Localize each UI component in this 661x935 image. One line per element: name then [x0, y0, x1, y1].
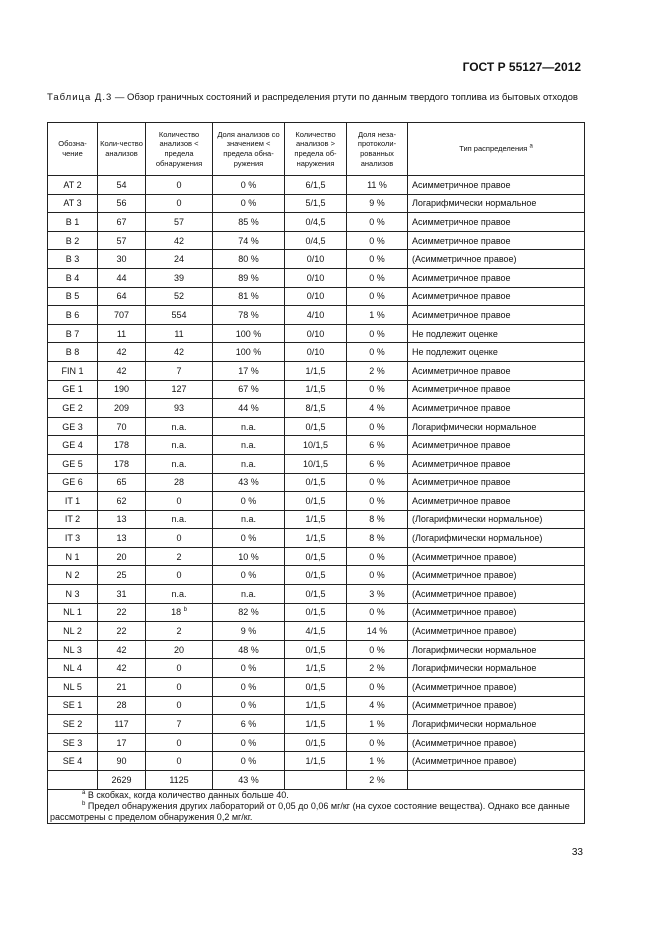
- cell-below-limit-count: 0: [146, 492, 213, 511]
- footnote-a: $^a$ В скобках, когда количество данных больше 40.: [82, 789, 289, 800]
- cell-analyses-count: 31: [98, 585, 146, 604]
- table-row: [48, 380, 585, 399]
- cell-designation: SE 1: [48, 696, 98, 715]
- cell-distribution-type: Не подлежит оценке: [408, 324, 585, 343]
- cell-above-limit: 10/1,5: [285, 454, 347, 473]
- column-header: Доля анализов со значением < предела обна-ружения: [213, 123, 285, 176]
- cell-above-limit: 0/1,5: [285, 640, 347, 659]
- total-below-limit-count: 1125: [146, 771, 213, 790]
- total-below-limit-share: 43 %: [213, 771, 285, 790]
- cell-below-limit-share: 0 %: [213, 733, 285, 752]
- cell-distribution-type: Не подлежит оценке: [408, 343, 585, 362]
- column-header: Доля неза-протоколи-рованных анализов: [347, 123, 408, 176]
- cell-above-limit: 1/1,5: [285, 380, 347, 399]
- cell-above-limit: 0/10: [285, 250, 347, 269]
- cell-analyses-count: 42: [98, 361, 146, 380]
- cell-unreported-share: 1 %: [347, 306, 408, 325]
- cell-below-limit-count: 554: [146, 306, 213, 325]
- table-row: [48, 436, 585, 455]
- cell-designation: B 3: [48, 250, 98, 269]
- cell-above-limit: 1/1,5: [285, 696, 347, 715]
- cell-distribution-type: (Асимметричное правое): [408, 696, 585, 715]
- footnote-b: $^b$ Предел обнаружения других лабораторий от 0,05 до 0,06 мг/кг (на сухое состояние вещества). Однако все данные рассмотрены с пределом обнаружения 0,2 мг/кг.: [50, 800, 570, 822]
- cell-unreported-share: 0 %: [347, 250, 408, 269]
- cell-unreported-share: 0 %: [347, 603, 408, 622]
- cell-unreported-share: 0 %: [347, 473, 408, 492]
- cell-below-limit-share: 0 %: [213, 752, 285, 771]
- cell-below-limit-share: n.a.: [213, 436, 285, 455]
- cell-below-limit-count: n.a.: [146, 436, 213, 455]
- cell-designation: SE 4: [48, 752, 98, 771]
- cell-below-limit-count: 57: [146, 213, 213, 232]
- cell-below-limit-count: 0: [146, 529, 213, 548]
- table-row: [48, 678, 585, 697]
- table-row: [48, 361, 585, 380]
- cell-below-limit-count: 0: [146, 696, 213, 715]
- cell-designation: N 3: [48, 585, 98, 604]
- cell-unreported-share: 0 %: [347, 343, 408, 362]
- cell-designation: SE 3: [48, 733, 98, 752]
- cell-above-limit: 8/1,5: [285, 399, 347, 418]
- cell-unreported-share: 14 %: [347, 622, 408, 641]
- table-row: [48, 176, 585, 195]
- cell-below-limit-count: 20: [146, 640, 213, 659]
- cell-above-limit: 0/1,5: [285, 473, 347, 492]
- table-row: [48, 529, 585, 548]
- cell-analyses-count: 11: [98, 324, 146, 343]
- table-row: [48, 715, 585, 734]
- cell-unreported-share: 0 %: [347, 566, 408, 585]
- cell-below-limit-share: 0 %: [213, 566, 285, 585]
- table-row: [48, 510, 585, 529]
- cell-distribution-type: (Асимметричное правое): [408, 547, 585, 566]
- cell-designation: FIN 1: [48, 361, 98, 380]
- cell-above-limit: 4/1,5: [285, 622, 347, 641]
- cell-distribution-type: (Асимметричное правое): [408, 566, 585, 585]
- cell-below-limit-share: 0 %: [213, 176, 285, 195]
- cell-below-limit-share: 6 %: [213, 715, 285, 734]
- cell-designation: B 7: [48, 324, 98, 343]
- cell-below-limit-share: 9 %: [213, 622, 285, 641]
- cell-analyses-count: 42: [98, 640, 146, 659]
- table-caption-lead: Таблица Д.3: [47, 92, 113, 103]
- table-caption: [47, 92, 584, 104]
- cell-analyses-count: 178: [98, 436, 146, 455]
- cell-below-limit-count: 0: [146, 678, 213, 697]
- cell-analyses-count: 28: [98, 696, 146, 715]
- cell-below-limit-count: 2: [146, 547, 213, 566]
- page-number: 33: [571, 847, 583, 858]
- cell-below-limit-count: 2: [146, 622, 213, 641]
- table-row: [48, 343, 585, 362]
- cell-distribution-type: Асимметричное правое: [408, 306, 585, 325]
- cell-above-limit: 0/4,5: [285, 231, 347, 250]
- cell-distribution-type: (Асимметричное правое): [408, 585, 585, 604]
- cell-above-limit: 1/1,5: [285, 361, 347, 380]
- cell-below-limit-share: 74 %: [213, 231, 285, 250]
- cell-distribution-type: Логарифмически нормальное: [408, 715, 585, 734]
- cell-unreported-share: 0 %: [347, 492, 408, 511]
- table-row: [48, 622, 585, 641]
- cell-above-limit: 0/10: [285, 287, 347, 306]
- cell-distribution-type: Асимметричное правое: [408, 473, 585, 492]
- table-row: [48, 585, 585, 604]
- cell-distribution-type: (Асимметричное правое): [408, 733, 585, 752]
- cell-distribution-type: Асимметричное правое: [408, 268, 585, 287]
- table-row: [48, 250, 585, 269]
- cell-unreported-share: 0 %: [347, 287, 408, 306]
- cell-unreported-share: 0 %: [347, 678, 408, 697]
- cell-below-limit-share: 78 %: [213, 306, 285, 325]
- column-header-label: Тип распределения: [459, 144, 528, 154]
- cell-below-limit-share: 44 %: [213, 399, 285, 418]
- cell-unreported-share: 0 %: [347, 640, 408, 659]
- table-row: [48, 306, 585, 325]
- cell-distribution-type: Асимметричное правое: [408, 454, 585, 473]
- cell-unreported-share: 4 %: [347, 696, 408, 715]
- cell-designation: NL 5: [48, 678, 98, 697]
- cell-designation: GE 2: [48, 399, 98, 418]
- cell-distribution-type: (Логарифмически нормальное): [408, 510, 585, 529]
- cell-designation: B 4: [48, 268, 98, 287]
- cell-designation: NL 3: [48, 640, 98, 659]
- cell-distribution-type: Асимметричное правое: [408, 492, 585, 511]
- cell-analyses-count: 42: [98, 659, 146, 678]
- cell-analyses-count: 54: [98, 176, 146, 195]
- cell-below-limit-share: 67 %: [213, 380, 285, 399]
- cell-analyses-count: 707: [98, 306, 146, 325]
- cell-below-limit-share: 100 %: [213, 343, 285, 362]
- cell-below-limit-share: 0 %: [213, 194, 285, 213]
- cell-distribution-type: Асимметричное правое: [408, 361, 585, 380]
- cell-distribution-type: Асимметричное правое: [408, 213, 585, 232]
- cell-analyses-count: 209: [98, 399, 146, 418]
- cell-designation: B 5: [48, 287, 98, 306]
- cell-above-limit: 0/1,5: [285, 678, 347, 697]
- cell-designation: NL 1: [48, 603, 98, 622]
- cell-analyses-count: 64: [98, 287, 146, 306]
- cell-below-limit-share: 89 %: [213, 268, 285, 287]
- cell-designation: GE 4: [48, 436, 98, 455]
- cell-below-limit-count: n.a.: [146, 417, 213, 436]
- cell-above-limit: 0/1,5: [285, 547, 347, 566]
- cell-analyses-count: 21: [98, 678, 146, 697]
- cell-below-limit-share: 0 %: [213, 696, 285, 715]
- cell-below-limit-count: 24: [146, 250, 213, 269]
- cell-below-limit-count: 42: [146, 231, 213, 250]
- cell-above-limit: 0/1,5: [285, 603, 347, 622]
- cell-designation: N 2: [48, 566, 98, 585]
- cell-below-limit-share: 43 %: [213, 473, 285, 492]
- table-row: [48, 733, 585, 752]
- cell-designation: N 1: [48, 547, 98, 566]
- cell-unreported-share: 0 %: [347, 380, 408, 399]
- table-row: [48, 287, 585, 306]
- cell-above-limit: 0/10: [285, 268, 347, 287]
- cell-distribution-type: (Асимметричное правое): [408, 752, 585, 771]
- cell-unreported-share: 0 %: [347, 231, 408, 250]
- cell-below-limit-count: 52: [146, 287, 213, 306]
- cell-above-limit: 1/1,5: [285, 510, 347, 529]
- cell-above-limit: 1/1,5: [285, 715, 347, 734]
- cell-designation: B 8: [48, 343, 98, 362]
- cell-distribution-type: Асимметричное правое: [408, 231, 585, 250]
- cell-analyses-count: 67: [98, 213, 146, 232]
- cell-analyses-count: 190: [98, 380, 146, 399]
- cell-above-limit: 4/10: [285, 306, 347, 325]
- footnotes: [48, 789, 585, 823]
- cell-analyses-count: 13: [98, 510, 146, 529]
- cell-unreported-share: 0 %: [347, 733, 408, 752]
- cell-below-limit-share: 82 %: [213, 603, 285, 622]
- cell-analyses-count: 22: [98, 622, 146, 641]
- cell-distribution-type: Логарифмически нормальное: [408, 417, 585, 436]
- cell-above-limit: 0/4,5: [285, 213, 347, 232]
- cell-below-limit-share: 0 %: [213, 659, 285, 678]
- cell-below-limit-count: 7: [146, 715, 213, 734]
- cell-below-limit-share: 81 %: [213, 287, 285, 306]
- table-row: [48, 603, 585, 622]
- cell-below-limit-count: 39: [146, 268, 213, 287]
- cell-designation: GE 6: [48, 473, 98, 492]
- cell-unreported-share: 2 %: [347, 361, 408, 380]
- cell-analyses-count: 56: [98, 194, 146, 213]
- table-row: [48, 696, 585, 715]
- cell-distribution-type: (Асимметричное правое): [408, 678, 585, 697]
- cell-analyses-count: 25: [98, 566, 146, 585]
- table-row: [48, 213, 585, 232]
- total-distribution-type: [408, 771, 585, 790]
- cell-unreported-share: 0 %: [347, 213, 408, 232]
- table-row: [48, 659, 585, 678]
- cell-designation: B 6: [48, 306, 98, 325]
- table-row: [48, 752, 585, 771]
- cell-distribution-type: (Асимметричное правое): [408, 603, 585, 622]
- standard-number: ГОСТ Р 55127—2012: [462, 60, 581, 74]
- cell-above-limit: 1/1,5: [285, 659, 347, 678]
- cell-unreported-share: 0 %: [347, 268, 408, 287]
- cell-above-limit: 6/1,5: [285, 176, 347, 195]
- cell-below-limit-count: 7: [146, 361, 213, 380]
- cell-designation: SE 2: [48, 715, 98, 734]
- total-row: [48, 771, 585, 790]
- cell-designation: AT 2: [48, 176, 98, 195]
- footnote-ref-b: b: [183, 607, 187, 614]
- cell-above-limit: 0/1,5: [285, 492, 347, 511]
- cell-unreported-share: 8 %: [347, 529, 408, 548]
- cell-below-limit-count: 0: [146, 176, 213, 195]
- total-above-limit: [285, 771, 347, 790]
- table-body: [48, 176, 585, 790]
- cell-unreported-share: 0 %: [347, 417, 408, 436]
- cell-below-limit-share: 0 %: [213, 492, 285, 511]
- table-row: [48, 492, 585, 511]
- cell-unreported-share: 9 %: [347, 194, 408, 213]
- cell-designation: GE 1: [48, 380, 98, 399]
- cell-below-limit-share: 48 %: [213, 640, 285, 659]
- cell-analyses-count: 65: [98, 473, 146, 492]
- cell-below-limit-share: n.a.: [213, 585, 285, 604]
- cell-analyses-count: 22: [98, 603, 146, 622]
- cell-below-limit-count: 0: [146, 566, 213, 585]
- cell-below-limit-count: 28: [146, 473, 213, 492]
- cell-distribution-type: Асимметричное правое: [408, 399, 585, 418]
- table-row: [48, 231, 585, 250]
- cell-distribution-type: (Логарифмически нормальное): [408, 529, 585, 548]
- cell-below-limit-share: n.a.: [213, 417, 285, 436]
- cell-unreported-share: 6 %: [347, 436, 408, 455]
- cell-above-limit: 10/1,5: [285, 436, 347, 455]
- cell-unreported-share: 1 %: [347, 715, 408, 734]
- cell-unreported-share: 4 %: [347, 399, 408, 418]
- table-row: [48, 417, 585, 436]
- total-unreported-share: 2 %: [347, 771, 408, 790]
- cell-unreported-share: 0 %: [347, 324, 408, 343]
- cell-below-limit-share: 85 %: [213, 213, 285, 232]
- cell-above-limit: 0/1,5: [285, 585, 347, 604]
- cell-below-limit-count: 18 $^b$: [146, 603, 213, 622]
- cell-unreported-share: 6 %: [347, 454, 408, 473]
- table-row: [48, 473, 585, 492]
- cell-unreported-share: 11 %: [347, 176, 408, 195]
- cell-above-limit: 0/1,5: [285, 566, 347, 585]
- cell-analyses-count: 44: [98, 268, 146, 287]
- cell-analyses-count: 57: [98, 231, 146, 250]
- cell-unreported-share: 8 %: [347, 510, 408, 529]
- cell-below-limit-count: n.a.: [146, 454, 213, 473]
- cell-designation: NL 2: [48, 622, 98, 641]
- cell-below-limit-count: 127: [146, 380, 213, 399]
- cell-below-limit-count: 11: [146, 324, 213, 343]
- cell-below-limit-count: n.a.: [146, 585, 213, 604]
- cell-below-limit-share: n.a.: [213, 454, 285, 473]
- cell-above-limit: 0/1,5: [285, 417, 347, 436]
- cell-below-limit-share: 0 %: [213, 678, 285, 697]
- cell-unreported-share: 0 %: [347, 547, 408, 566]
- cell-designation: GE 3: [48, 417, 98, 436]
- cell-designation: IT 1: [48, 492, 98, 511]
- cell-below-limit-count: 42: [146, 343, 213, 362]
- cell-below-limit-count: 0: [146, 752, 213, 771]
- total-analyses-count: 2629: [98, 771, 146, 790]
- cell-designation: B 2: [48, 231, 98, 250]
- column-header: Количество анализов > предела об-наружения: [285, 123, 347, 176]
- cell-above-limit: 0/1,5: [285, 733, 347, 752]
- table-row: [48, 547, 585, 566]
- cell-below-limit-count: 93: [146, 399, 213, 418]
- cell-below-limit-share: 80 %: [213, 250, 285, 269]
- cell-distribution-type: Логарифмически нормальное: [408, 659, 585, 678]
- cell-above-limit: 1/1,5: [285, 752, 347, 771]
- cell-analyses-count: 117: [98, 715, 146, 734]
- table-header-row: [48, 123, 585, 176]
- cell-designation: GE 5: [48, 454, 98, 473]
- cell-distribution-type: Асимметричное правое: [408, 380, 585, 399]
- cell-below-limit-share: n.a.: [213, 510, 285, 529]
- cell-analyses-count: 178: [98, 454, 146, 473]
- cell-distribution-type: Асимметричное правое: [408, 436, 585, 455]
- cell-distribution-type: Асимметричное правое: [408, 287, 585, 306]
- cell-designation: IT 2: [48, 510, 98, 529]
- cell-below-limit-count: 0: [146, 733, 213, 752]
- cell-above-limit: 1/1,5: [285, 529, 347, 548]
- cell-analyses-count: 20: [98, 547, 146, 566]
- column-header: Коли-чество анализов: [98, 123, 146, 176]
- cell-analyses-count: 42: [98, 343, 146, 362]
- table-row: [48, 324, 585, 343]
- table-row: [48, 454, 585, 473]
- cell-analyses-count: 62: [98, 492, 146, 511]
- footnote-ref-a: a: [529, 143, 533, 150]
- cell-distribution-type: (Асимметричное правое): [408, 622, 585, 641]
- cell-distribution-type: Асимметричное правое: [408, 176, 585, 195]
- cell-analyses-count: 13: [98, 529, 146, 548]
- cell-below-limit-share: 10 %: [213, 547, 285, 566]
- cell-analyses-count: 70: [98, 417, 146, 436]
- cell-designation: AT 3: [48, 194, 98, 213]
- cell-unreported-share: 3 %: [347, 585, 408, 604]
- cell-distribution-type: Логарифмически нормальное: [408, 640, 585, 659]
- cell-below-limit-share: 0 %: [213, 529, 285, 548]
- cell-above-limit: 5/1,5: [285, 194, 347, 213]
- cell-designation: B 1: [48, 213, 98, 232]
- table-row: [48, 399, 585, 418]
- cell-distribution-type: Логарифмически нормальное: [408, 194, 585, 213]
- cell-designation: IT 3: [48, 529, 98, 548]
- mercury-distribution-table: [47, 122, 585, 824]
- column-header-distribution-type: [408, 123, 585, 176]
- table-row: [48, 566, 585, 585]
- cell-designation: NL 4: [48, 659, 98, 678]
- column-header: Обозна-чение: [48, 123, 98, 176]
- cell-analyses-count: 90: [98, 752, 146, 771]
- cell-below-limit-share: 100 %: [213, 324, 285, 343]
- cell-unreported-share: 2 %: [347, 659, 408, 678]
- cell-below-limit-count: n.a.: [146, 510, 213, 529]
- cell-unreported-share: 1 %: [347, 752, 408, 771]
- total-designation: [48, 771, 98, 790]
- column-header: Количество анализов < предела обнаружения: [146, 123, 213, 176]
- cell-below-limit-share: 17 %: [213, 361, 285, 380]
- cell-below-limit-count: 0: [146, 194, 213, 213]
- table-row: [48, 194, 585, 213]
- table-row: [48, 640, 585, 659]
- cell-analyses-count: 30: [98, 250, 146, 269]
- footnotes-row: [48, 789, 585, 823]
- cell-distribution-type: (Асимметричное правое): [408, 250, 585, 269]
- cell-above-limit: 0/10: [285, 343, 347, 362]
- cell-above-limit: 0/10: [285, 324, 347, 343]
- cell-analyses-count: 17: [98, 733, 146, 752]
- table-row: [48, 268, 585, 287]
- table-caption-text: — Обзор граничных состояний и распределения ртути по данным твердого топлива из бытовых отходов: [112, 92, 578, 103]
- cell-below-limit-count: 0: [146, 659, 213, 678]
